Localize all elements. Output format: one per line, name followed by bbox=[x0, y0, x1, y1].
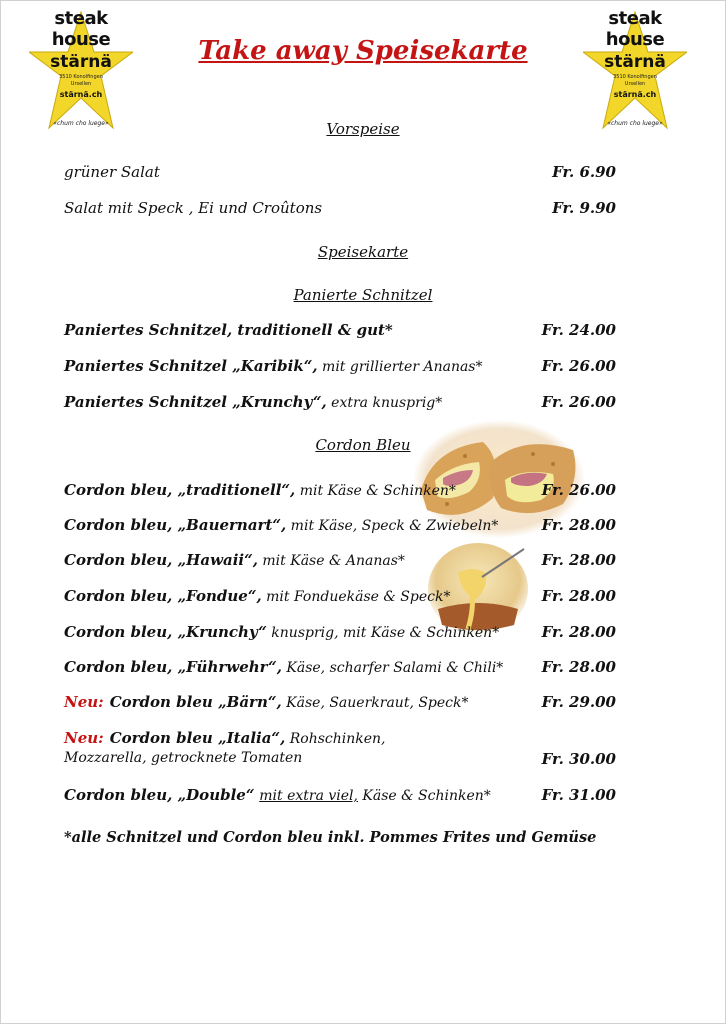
footnote: *alle Schnitzel und Cordon bleu inkl. Pommes Frites und Gemüse bbox=[64, 829, 597, 846]
item-name: Cordon bleu, „traditionell“, bbox=[64, 481, 296, 499]
item-desc: mit grillierter Ananas* bbox=[317, 359, 483, 375]
item-price: Fr. 6.90 bbox=[552, 163, 616, 181]
logo-left bbox=[26, 8, 136, 130]
logo-slogan: «chum cho luege» bbox=[53, 120, 109, 127]
item-name: Cordon bleu, „Double“ bbox=[64, 786, 255, 804]
item-name: Cordon bleu, „Hawaii“, bbox=[64, 551, 258, 569]
item-name: Cordon bleu, „Krunchy“ bbox=[64, 623, 267, 641]
item-price: Fr. 9.90 bbox=[552, 199, 616, 217]
logo-website: stärnä.ch bbox=[613, 90, 657, 99]
item-desc: knusprig, mit Käse & Schinken* bbox=[266, 625, 500, 641]
item-desc: mit Fonduekäse & Speck* bbox=[261, 589, 451, 605]
item-name: Cordon bleu, „Führwehr“, bbox=[64, 658, 282, 676]
logo-slogan: «chum cho luege» bbox=[607, 120, 663, 127]
logo-name: stärnä bbox=[604, 52, 666, 72]
new-badge: Neu: bbox=[64, 729, 104, 747]
item-name: Cordon bleu, „Bauernart“, bbox=[64, 516, 287, 534]
item-price: Fr. 31.00 bbox=[541, 786, 616, 804]
item-name: Cordon bleu, „Fondue“, bbox=[64, 587, 262, 605]
heading-cordon-bleu: Cordon Bleu bbox=[315, 436, 411, 454]
item-desc-line2: Mozzarella, getrocknete Tomaten bbox=[64, 750, 303, 766]
item-price: Fr. 28.00 bbox=[541, 623, 616, 641]
item-price: Fr. 26.00 bbox=[541, 357, 616, 375]
page-title: Take away Speisekarte bbox=[198, 36, 528, 66]
logo-right bbox=[580, 8, 690, 130]
item-price: Fr. 28.00 bbox=[541, 587, 616, 605]
item-desc: mit Käse & Ananas* bbox=[257, 553, 405, 569]
logo-top-text: steak house bbox=[51, 8, 111, 50]
item-desc: Käse, scharfer Salami & Chili* bbox=[281, 660, 504, 676]
item-name: Paniertes Schnitzel „Krunchy“, bbox=[64, 393, 327, 411]
new-badge: Neu: bbox=[64, 693, 104, 711]
item-price: Fr. 24.00 bbox=[541, 321, 616, 339]
item-price: Fr. 30.00 bbox=[541, 750, 616, 768]
item-desc: Käse & Schinken* bbox=[357, 788, 491, 804]
logo-top-text: steak house bbox=[605, 8, 665, 50]
heading-vorspeise: Vorspeise bbox=[326, 120, 400, 138]
heading-panierte-schnitzel: Panierte Schnitzel bbox=[293, 286, 433, 304]
item-price: Fr. 28.00 bbox=[541, 658, 616, 676]
item-name: Cordon bleu „Bärn“, bbox=[109, 693, 282, 711]
item-desc: mit Käse & Schinken* bbox=[295, 483, 456, 499]
item-name: Salat mit Speck , Ei und Croûtons bbox=[64, 199, 323, 217]
menu-item bbox=[64, 729, 616, 773]
item-price: Fr. 26.00 bbox=[541, 393, 616, 411]
item-price: Fr. 28.00 bbox=[541, 551, 616, 569]
item-desc: Käse, Sauerkraut, Speck* bbox=[281, 695, 469, 711]
item-desc: extra knusprig* bbox=[326, 395, 443, 411]
item-desc: mit Käse, Speck & Zwiebeln* bbox=[286, 518, 499, 534]
heading-speisekarte: Speisekarte bbox=[317, 243, 409, 261]
item-price: Fr. 29.00 bbox=[541, 693, 616, 711]
item-desc-underlined: mit extra viel, bbox=[259, 788, 358, 804]
item-name: Paniertes Schnitzel „Karibik“, bbox=[64, 357, 318, 375]
logo-website: stärnä.ch bbox=[59, 90, 103, 99]
item-name: Cordon bleu „Italia“, bbox=[109, 729, 286, 747]
item-price: Fr. 28.00 bbox=[541, 516, 616, 534]
item-name: grüner Salat bbox=[64, 163, 160, 181]
logo-address-line1: 3510 Konolfingen bbox=[613, 74, 657, 80]
logo-name: stärnä bbox=[50, 52, 112, 72]
logo-address-line1: 3510 Konolfingen bbox=[59, 74, 103, 80]
logo-address-line2: Ursellen bbox=[624, 81, 646, 87]
logo-address bbox=[580, 74, 690, 88]
item-price: Fr. 26.00 bbox=[541, 481, 616, 499]
logo-address-line2: Ursellen bbox=[70, 81, 92, 87]
logo-address bbox=[26, 74, 136, 88]
item-desc: Rohschinken, bbox=[285, 731, 386, 747]
item-name: Paniertes Schnitzel, traditionell & gut* bbox=[64, 321, 393, 339]
